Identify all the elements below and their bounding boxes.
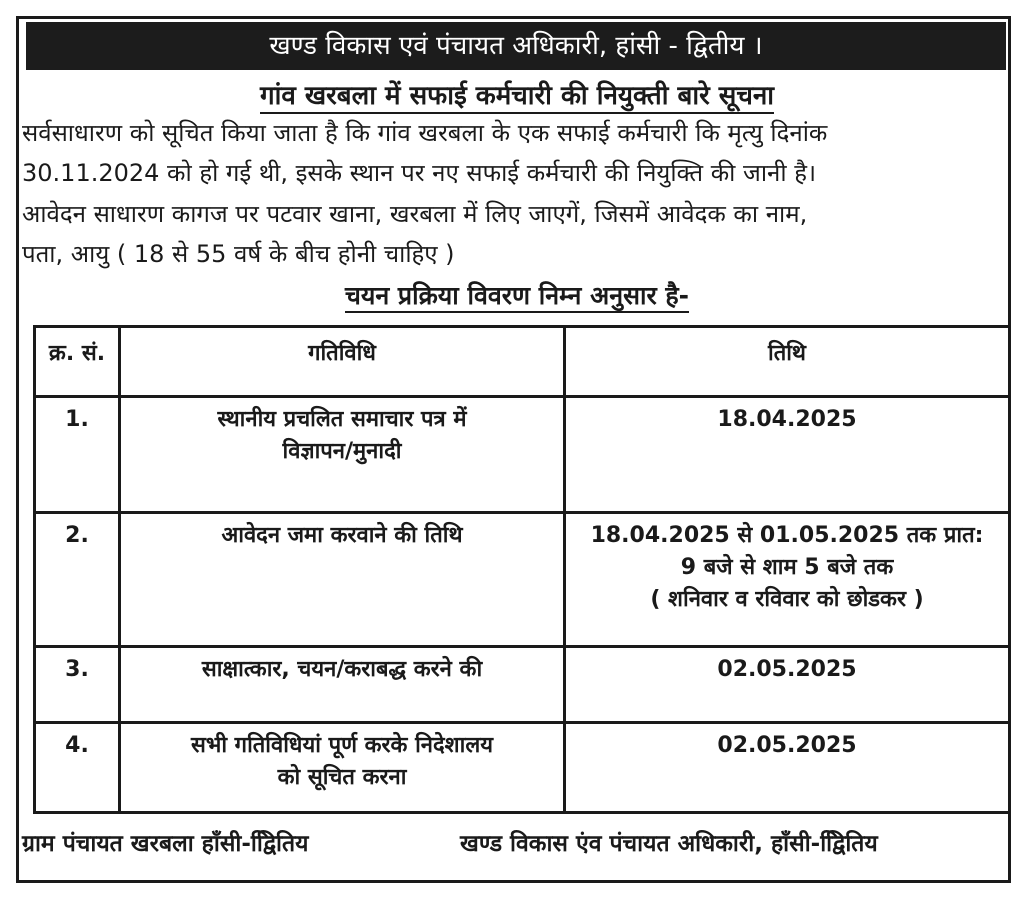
footer-right-signatory: खण्ड विकास एंव पंचायत अधिकारी, हाँसी-द्विितिय — [460, 831, 878, 857]
date-line: 18.04.2025 — [717, 407, 857, 432]
row-activity — [120, 723, 565, 813]
table-row — [35, 647, 1010, 723]
row-date — [565, 647, 1010, 723]
notice-body-line-1: सर्वसाधारण को सूचित किया जाता है कि गांव खरबला के एक सफाई कर्मचारी कि मृत्यु दिनांक — [22, 119, 828, 147]
date-line: 9 बजे से शाम 5 बजे तक — [680, 555, 894, 580]
activity-line: स्थानीय प्रचलित समाचार पत्र में — [217, 407, 467, 432]
date-line: ( शनिवार व रविवार को छोडकर ) — [650, 587, 924, 612]
row-serial: 4. — [35, 723, 120, 813]
activity-line: विज्ञापन/मुनादी — [282, 439, 402, 464]
row-activity — [120, 647, 565, 723]
notice-body-line-4: पता, आयु ( 18 से 55 वर्ष के बीच होनी चाहिए ) — [22, 240, 455, 268]
schedule-table — [33, 325, 1011, 814]
row-activity — [120, 397, 565, 513]
selection-process-heading — [0, 280, 1034, 312]
row-serial: 2. — [35, 513, 120, 647]
header-activity: गतिविधि — [120, 327, 565, 397]
row-activity — [120, 513, 565, 647]
selection-process-heading-text: चयन प्रक्रिया विवरण निम्न अनुसार है- — [345, 281, 689, 313]
notice-title-text: गांव खरबला में सफाई कर्मचारी की नियुक्ती बारे सूचना — [260, 81, 774, 114]
row-date — [565, 397, 1010, 513]
row-serial: 1. — [35, 397, 120, 513]
table-row — [35, 723, 1010, 813]
notice-title — [0, 80, 1034, 112]
office-title: खण्ड विकास एवं पंचायत अधिकारी, हांसी - द्वितीय । — [269, 31, 763, 61]
notice-body-line-3: आवेदन साधारण कागज पर पटवार खाना, खरबला में लिए जाएगें, जिसमें आवेदक का नाम, — [22, 200, 808, 228]
row-date — [565, 513, 1010, 647]
row-serial: 3. — [35, 647, 120, 723]
table-header-row — [35, 327, 1010, 397]
date-line: 18.04.2025 से 01.05.2025 तक प्रात: — [590, 523, 984, 548]
header-serial: क्र. सं. — [35, 327, 120, 397]
footer-left-signatory: ग्राम पंचायत खरबला हाँसी-द्विितिय — [22, 831, 309, 857]
date-line: 02.05.2025 — [717, 733, 857, 758]
date-line: 02.05.2025 — [717, 657, 857, 682]
table-row — [35, 397, 1010, 513]
activity-line: को सूचित करना — [277, 765, 407, 790]
header-date: तिथि — [565, 327, 1010, 397]
row-date — [565, 723, 1010, 813]
activity-line: आवेदन जमा करवाने की तिथि — [221, 523, 463, 548]
table-row — [35, 513, 1010, 647]
office-header-bar — [26, 22, 1006, 70]
activity-line: साक्षात्कार, चयन/कराबद्ध करने की — [201, 657, 483, 682]
activity-line: सभी गतिविधियां पूर्ण करके निदेशालय — [190, 733, 494, 758]
notice-body-line-2: 30.11.2024 को हो गई थी, इसके स्थान पर नए सफाई कर्मचारी की नियुक्ति की जानी है। — [22, 159, 817, 187]
